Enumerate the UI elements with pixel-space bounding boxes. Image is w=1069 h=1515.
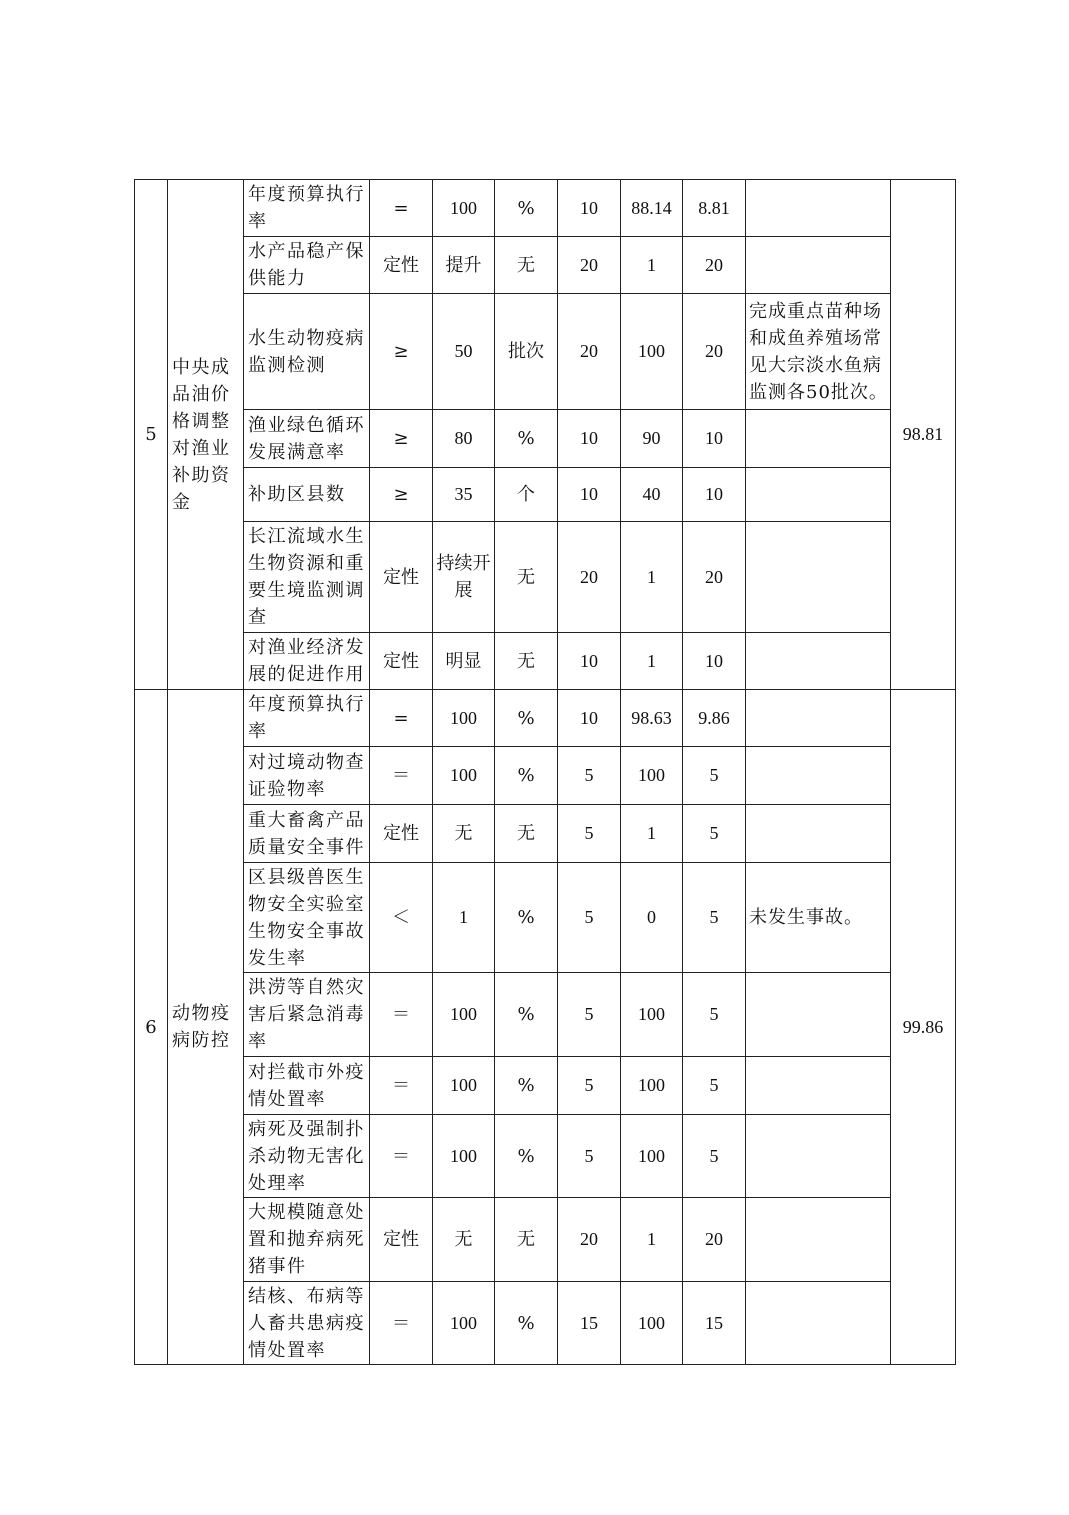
note [746, 522, 891, 633]
target-value: 100 [433, 1057, 495, 1115]
target-value: 1 [433, 863, 495, 973]
weight: 20 [558, 294, 621, 410]
unit: 批次 [495, 294, 558, 410]
points: 15 [683, 1282, 746, 1365]
note [746, 410, 891, 468]
indicator-name: 年度预算执行率 [244, 180, 370, 237]
operator: 定性 [370, 237, 433, 294]
indicator-name: 洪涝等自然灾害后紧急消毒率 [244, 973, 370, 1057]
note [746, 1282, 891, 1365]
weight: 5 [558, 747, 621, 805]
indicator-name: 区县级兽医生物安全实验室生物安全事故发生率 [244, 863, 370, 973]
indicator-name: 病死及强制扑杀动物无害化处理率 [244, 1115, 370, 1198]
operator: ＝ [370, 747, 433, 805]
table-row [135, 1057, 956, 1115]
table-row [135, 237, 956, 294]
points: 5 [683, 863, 746, 973]
table-row [135, 863, 956, 973]
points: 10 [683, 468, 746, 522]
unit: % [495, 747, 558, 805]
table-row [135, 468, 956, 522]
points: 20 [683, 237, 746, 294]
table-row [135, 633, 956, 690]
note: 未发生事故。 [746, 863, 891, 973]
indicator-name: 水产品稳产保供能力 [244, 237, 370, 294]
actual-value: 1 [621, 522, 683, 633]
unit: % [495, 1115, 558, 1198]
operator: 定性 [370, 1198, 433, 1282]
unit: % [495, 1282, 558, 1365]
project-name: 中央成品油价格调整对渔业补助资金 [168, 180, 244, 690]
indicator-name: 补助区县数 [244, 468, 370, 522]
table-row [135, 522, 956, 633]
unit: 无 [495, 1198, 558, 1282]
operator: ＜ [370, 863, 433, 973]
actual-value: 98.63 [621, 690, 683, 747]
indicator-name: 水生动物疫病监测检测 [244, 294, 370, 410]
operator: = [370, 180, 433, 237]
actual-value: 100 [621, 1282, 683, 1365]
points: 10 [683, 633, 746, 690]
table-row [135, 973, 956, 1057]
operator: = [370, 690, 433, 747]
project-name: 动物疫病防控 [168, 690, 244, 1365]
note: 完成重点苗种场和成鱼养殖场常见大宗淡水鱼病监测各50批次。 [746, 294, 891, 410]
unit: 无 [495, 522, 558, 633]
operator: ≥ [370, 410, 433, 468]
unit: % [495, 690, 558, 747]
note [746, 237, 891, 294]
points: 20 [683, 294, 746, 410]
indicator-name: 渔业绿色循环发展满意率 [244, 410, 370, 468]
operator: 定性 [370, 633, 433, 690]
actual-value: 1 [621, 237, 683, 294]
points: 5 [683, 1057, 746, 1115]
unit: 无 [495, 805, 558, 863]
operator: 定性 [370, 805, 433, 863]
target-value: 100 [433, 1115, 495, 1198]
note [746, 805, 891, 863]
table-row [135, 805, 956, 863]
unit: % [495, 410, 558, 468]
actual-value: 100 [621, 1057, 683, 1115]
operator: ≥ [370, 468, 433, 522]
note [746, 180, 891, 237]
total-score: 99.86 [891, 690, 956, 1365]
weight: 15 [558, 1282, 621, 1365]
weight: 20 [558, 522, 621, 633]
weight: 10 [558, 468, 621, 522]
target-value: 50 [433, 294, 495, 410]
table-row [135, 1198, 956, 1282]
note [746, 633, 891, 690]
target-value: 明显 [433, 633, 495, 690]
indicator-name: 对渔业经济发展的促进作用 [244, 633, 370, 690]
unit: % [495, 863, 558, 973]
note [746, 1057, 891, 1115]
points: 5 [683, 1115, 746, 1198]
points: 8.81 [683, 180, 746, 237]
unit: % [495, 180, 558, 237]
target-value: 80 [433, 410, 495, 468]
target-value: 持续开展 [433, 522, 495, 633]
note [746, 690, 891, 747]
indicator-name: 结核、布病等人畜共患病疫情处置率 [244, 1282, 370, 1365]
unit: % [495, 1057, 558, 1115]
table-row [135, 690, 956, 747]
actual-value: 1 [621, 1198, 683, 1282]
serial-number: 6 [135, 690, 168, 1365]
actual-value: 100 [621, 294, 683, 410]
indicator-name: 重大畜禽产品质量安全事件 [244, 805, 370, 863]
points: 20 [683, 522, 746, 633]
note [746, 1115, 891, 1198]
operator: ＝ [370, 1057, 433, 1115]
actual-value: 100 [621, 747, 683, 805]
indicator-name: 对拦截市外疫情处置率 [244, 1057, 370, 1115]
points: 5 [683, 805, 746, 863]
operator: ＝ [370, 1282, 433, 1365]
actual-value: 0 [621, 863, 683, 973]
note [746, 1198, 891, 1282]
points: 9.86 [683, 690, 746, 747]
weight: 5 [558, 1057, 621, 1115]
points: 10 [683, 410, 746, 468]
target-value: 100 [433, 1282, 495, 1365]
indicator-name: 对过境动物查证验物率 [244, 747, 370, 805]
actual-value: 40 [621, 468, 683, 522]
operator: ＝ [370, 1115, 433, 1198]
target-value: 35 [433, 468, 495, 522]
target-value: 无 [433, 805, 495, 863]
target-value: 100 [433, 973, 495, 1057]
points: 5 [683, 973, 746, 1057]
serial-number: 5 [135, 180, 168, 690]
note [746, 747, 891, 805]
actual-value: 88.14 [621, 180, 683, 237]
operator: ＝ [370, 973, 433, 1057]
actual-value: 100 [621, 1115, 683, 1198]
indicator-name: 大规模随意处置和抛弃病死猪事件 [244, 1198, 370, 1282]
table-row [135, 410, 956, 468]
indicator-name: 长江流域水生生物资源和重要生境监测调查 [244, 522, 370, 633]
unit: % [495, 973, 558, 1057]
weight: 5 [558, 805, 621, 863]
table-row [135, 1115, 956, 1198]
actual-value: 1 [621, 633, 683, 690]
weight: 20 [558, 1198, 621, 1282]
unit: 无 [495, 633, 558, 690]
table-row [135, 1282, 956, 1365]
operator: ≥ [370, 294, 433, 410]
unit: 个 [495, 468, 558, 522]
weight: 20 [558, 237, 621, 294]
table-row [135, 294, 956, 410]
points: 5 [683, 747, 746, 805]
target-value: 100 [433, 180, 495, 237]
actual-value: 90 [621, 410, 683, 468]
weight: 10 [558, 410, 621, 468]
performance-table [134, 179, 956, 1365]
actual-value: 1 [621, 805, 683, 863]
target-value: 无 [433, 1198, 495, 1282]
weight: 5 [558, 973, 621, 1057]
weight: 10 [558, 633, 621, 690]
weight: 10 [558, 690, 621, 747]
table-row [135, 180, 956, 237]
points: 20 [683, 1198, 746, 1282]
indicator-name: 年度预算执行率 [244, 690, 370, 747]
weight: 5 [558, 863, 621, 973]
target-value: 100 [433, 747, 495, 805]
note [746, 973, 891, 1057]
total-score: 98.81 [891, 180, 956, 690]
note [746, 468, 891, 522]
unit: 无 [495, 237, 558, 294]
weight: 10 [558, 180, 621, 237]
target-value: 提升 [433, 237, 495, 294]
weight: 5 [558, 1115, 621, 1198]
table-row [135, 747, 956, 805]
operator: 定性 [370, 522, 433, 633]
target-value: 100 [433, 690, 495, 747]
actual-value: 100 [621, 973, 683, 1057]
